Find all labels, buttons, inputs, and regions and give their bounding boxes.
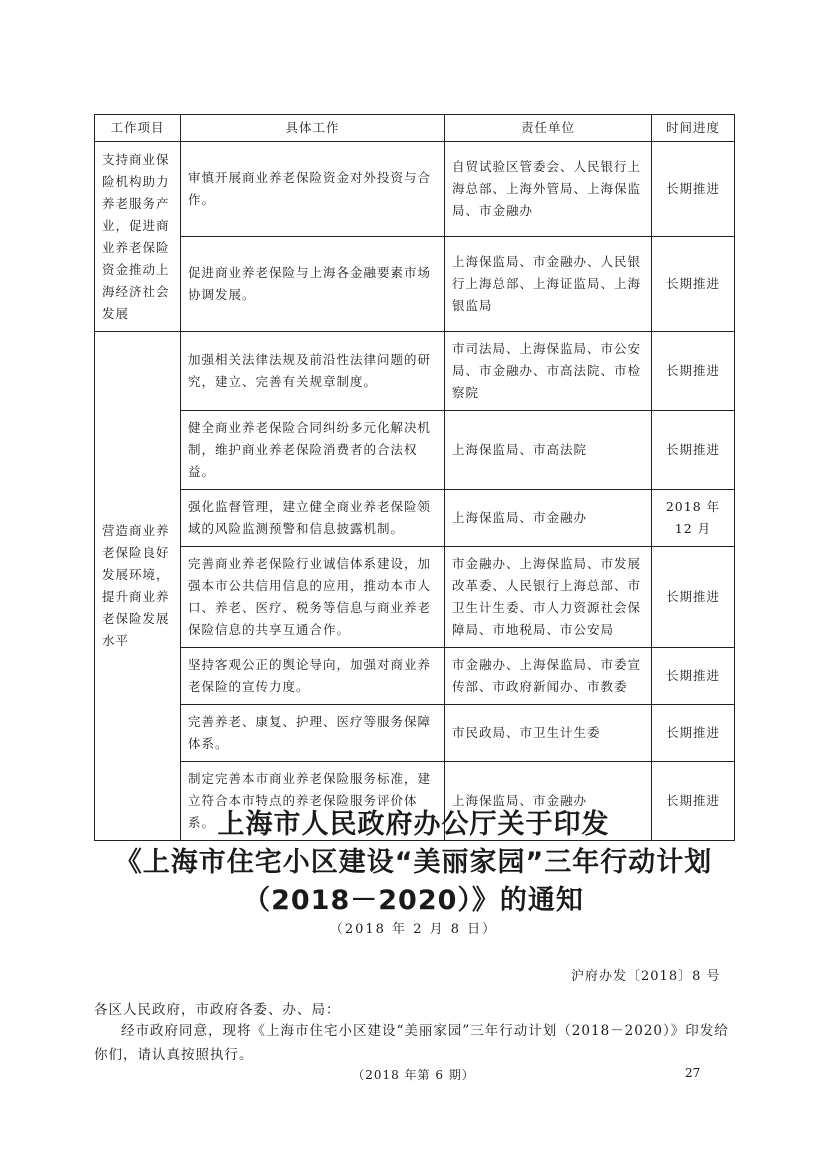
issue-label: （2018 年第 6 期）	[352, 1068, 475, 1082]
work-cell: 坚持客观公正的舆论导向，加强对商业养老保险的宣传力度。	[181, 648, 445, 705]
units-cell: 上海保监局、市金融办、人民银行上海总部、上海证监局、上海银监局	[445, 237, 652, 332]
page-number: 27	[685, 1066, 701, 1080]
table-row	[95, 142, 735, 237]
header-work: 具体工作	[181, 115, 445, 142]
time-cell: 长期推进	[652, 762, 735, 841]
time-cell: 长期推进	[652, 332, 735, 411]
table-row	[95, 411, 735, 490]
time-cell: 长期推进	[652, 411, 735, 490]
notice-body: 经市政府同意，现将《上海市住宅小区建设“美丽家园”三年行动计划（2018－2020）》印发给你们，请认真按照执行。	[94, 1023, 729, 1063]
work-cell: 审慎开展商业养老保险资金对外投资与合作。	[181, 142, 445, 237]
notice-title-line-3: （2018－2020）》的通知	[243, 885, 584, 916]
table-row	[95, 648, 735, 705]
header-units: 责任单位	[445, 115, 652, 142]
work-cell: 完善商业养老保险行业诚信体系建设，加强本市公共信用信息的应用，推动本市人口、养老、医疗、税务等信息与商业养老保险信息的共享互通合作。	[181, 547, 445, 648]
notice-title-line-1: 上海市人民政府办公厅关于印发	[217, 809, 610, 840]
table-row	[95, 237, 735, 332]
work-plan-table	[94, 114, 735, 841]
addressee-line: 各区人民政府，市政府各委、办、局：	[94, 1002, 341, 1018]
table-row	[95, 547, 735, 648]
project-cell: 支持商业保险机构助力养老服务产业，促进商业养老保险资金推动上海经济社会发展	[95, 142, 181, 332]
time-cell: 长期推进	[652, 547, 735, 648]
work-cell: 健全商业养老保险合同纠纷多元化解决机制，维护商业养老保险消费者的合法权益。	[181, 411, 445, 490]
header-time: 时间进度	[652, 115, 735, 142]
table-row	[95, 705, 735, 762]
units-cell: 市金融办、上海保监局、市委宣传部、市政府新闻办、市教委	[445, 648, 652, 705]
units-cell: 自贸试验区管委会、人民银行上海总部、上海外管局、上海保监局、市金融办	[445, 142, 652, 237]
work-cell: 完善养老、康复、护理、医疗等服务保障体系。	[181, 705, 445, 762]
work-cell: 促进商业养老保险与上海各金融要素市场协调发展。	[181, 237, 445, 332]
table-header-row	[95, 115, 735, 142]
notice-title-line-2: 《上海市住宅小区建设“美丽家园”三年行动计划	[114, 847, 713, 878]
work-cell: 加强相关法律法规及前沿性法律问题的研究，建立、完善有关规章制度。	[181, 332, 445, 411]
time-cell: 长期推进	[652, 648, 735, 705]
units-cell: 市民政局、市卫生计生委	[445, 705, 652, 762]
project-cell: 营造商业养老保险良好发展环境，提升商业养老保险发展水平	[95, 332, 181, 841]
table-row	[95, 332, 735, 411]
time-cell: 长期推进	[652, 705, 735, 762]
time-cell: 2018 年 12 月	[652, 490, 735, 547]
notice-date: （2018 年 2 月 8 日）	[329, 922, 498, 937]
work-cell: 制定完善本市商业养老保险服务标准，建立符合本市特点的养老保险服务评价体系。	[181, 762, 445, 841]
units-cell: 上海保监局、市金融办	[445, 762, 652, 841]
units-cell: 上海保监局、市金融办	[445, 490, 652, 547]
units-cell: 市金融办、上海保监局、市发展改革委、人民银行上海总部、市卫生计生委、市人力资源社会保障局、市地税局、市公安局	[445, 547, 652, 648]
time-cell: 长期推进	[652, 142, 735, 237]
table-row	[95, 490, 735, 547]
work-cell: 强化监督管理，建立健全商业养老保险领域的风险监测预警和信息披露机制。	[181, 490, 445, 547]
document-number: 沪府办发〔2018〕8 号	[571, 969, 721, 984]
units-cell: 市司法局、上海保监局、市公安局、市金融办、市高法院、市检察院	[445, 332, 652, 411]
time-cell: 长期推进	[652, 237, 735, 332]
header-project: 工作项目	[95, 115, 181, 142]
units-cell: 上海保监局、市高法院	[445, 411, 652, 490]
